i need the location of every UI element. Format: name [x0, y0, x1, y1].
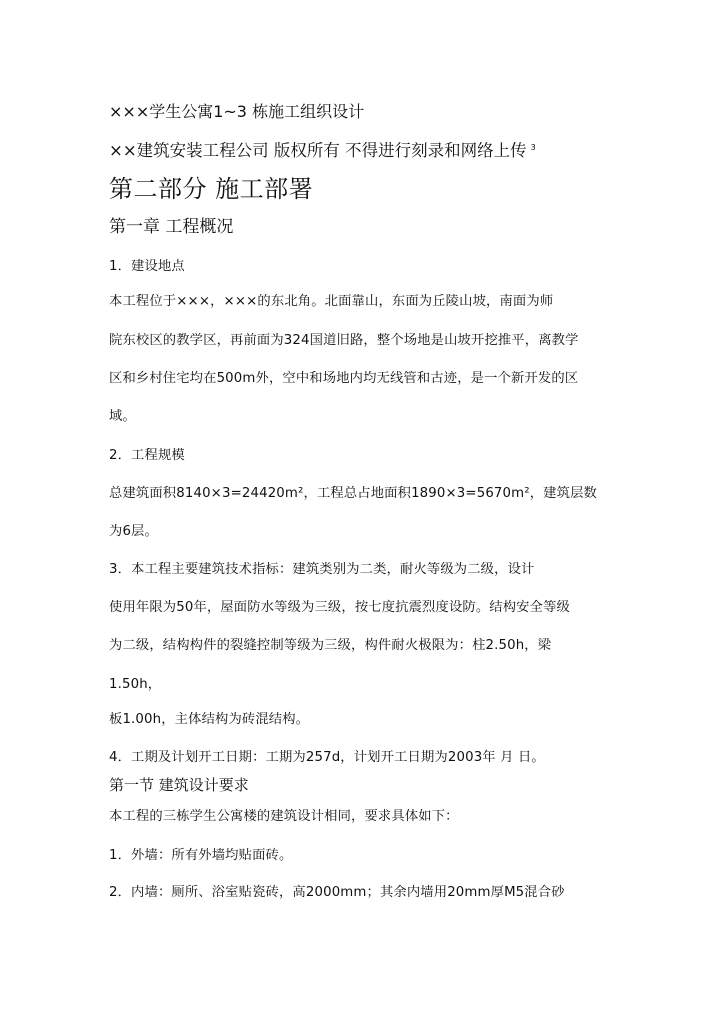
- item2-line-1: 总建筑面积8140×3=24420m²，工程总占地面积1890×3=5670m²，建筑层数: [109, 486, 597, 501]
- page-number: 3: [530, 143, 536, 152]
- item3-line-1: 3．本工程主要建筑技术指标：建筑类别为二类，耐火等级为二级，设计: [109, 562, 535, 577]
- item3-line-2: 使用年限为50年，屋面防水等级为三级，按七度抗震烈度设防。结构安全等级: [109, 600, 570, 615]
- copyright-text: ××建筑安装工程公司 版权所有 不得进行刻录和网络上传: [109, 141, 527, 160]
- item2-heading: 2．工程规模: [109, 448, 185, 463]
- requirement-exterior-wall: 1．外墙：所有外墙均贴面砖。: [109, 848, 293, 863]
- chapter-heading: 第一章 工程概况: [109, 217, 234, 237]
- item3-line-5: 板1.00h，主体结构为砖混结构。: [109, 712, 310, 727]
- document-title: ×××学生公寓1~3 栋施工组织设计: [109, 102, 365, 121]
- item1-heading: 1．建设地点: [109, 259, 185, 274]
- item1-line-1: 本工程位于×××，×××的东北角。北面靠山，东面为丘陵山坡，南面为师: [109, 294, 554, 309]
- copyright-notice: [109, 143, 536, 160]
- item3-line-4: 1.50h，: [109, 677, 162, 692]
- item1-line-2: 院东校区的教学区，再前面为324国道旧路，整个场地是山坡开挖推平，离教学: [109, 333, 579, 348]
- item3-line-3: 为二级，结构构件的裂缝控制等级为三级，构件耐火极限为：柱2.50h，梁: [109, 638, 552, 653]
- part-heading: 第二部分 施工部署: [109, 175, 314, 203]
- item2-line-2: 为6层。: [109, 524, 158, 539]
- requirement-interior-wall: 2．内墙：厕所、浴室贴瓷砖，高2000mm；其余内墙用20mm厚M5混合砂: [109, 885, 565, 900]
- item4-line: 4．工期及计划开工日期：工期为257d，计划开工日期为2003年 月 日。: [109, 750, 545, 765]
- section-heading: 第一节 建筑设计要求: [109, 776, 249, 794]
- section-intro: 本工程的三栋学生公寓楼的建筑设计相同，要求具体如下：: [109, 809, 459, 824]
- item1-line-4: 域。: [109, 409, 136, 424]
- item1-line-3: 区和乡村住宅均在500m外，空中和场地内均无线管和古迹，是一个新开发的区: [109, 371, 579, 386]
